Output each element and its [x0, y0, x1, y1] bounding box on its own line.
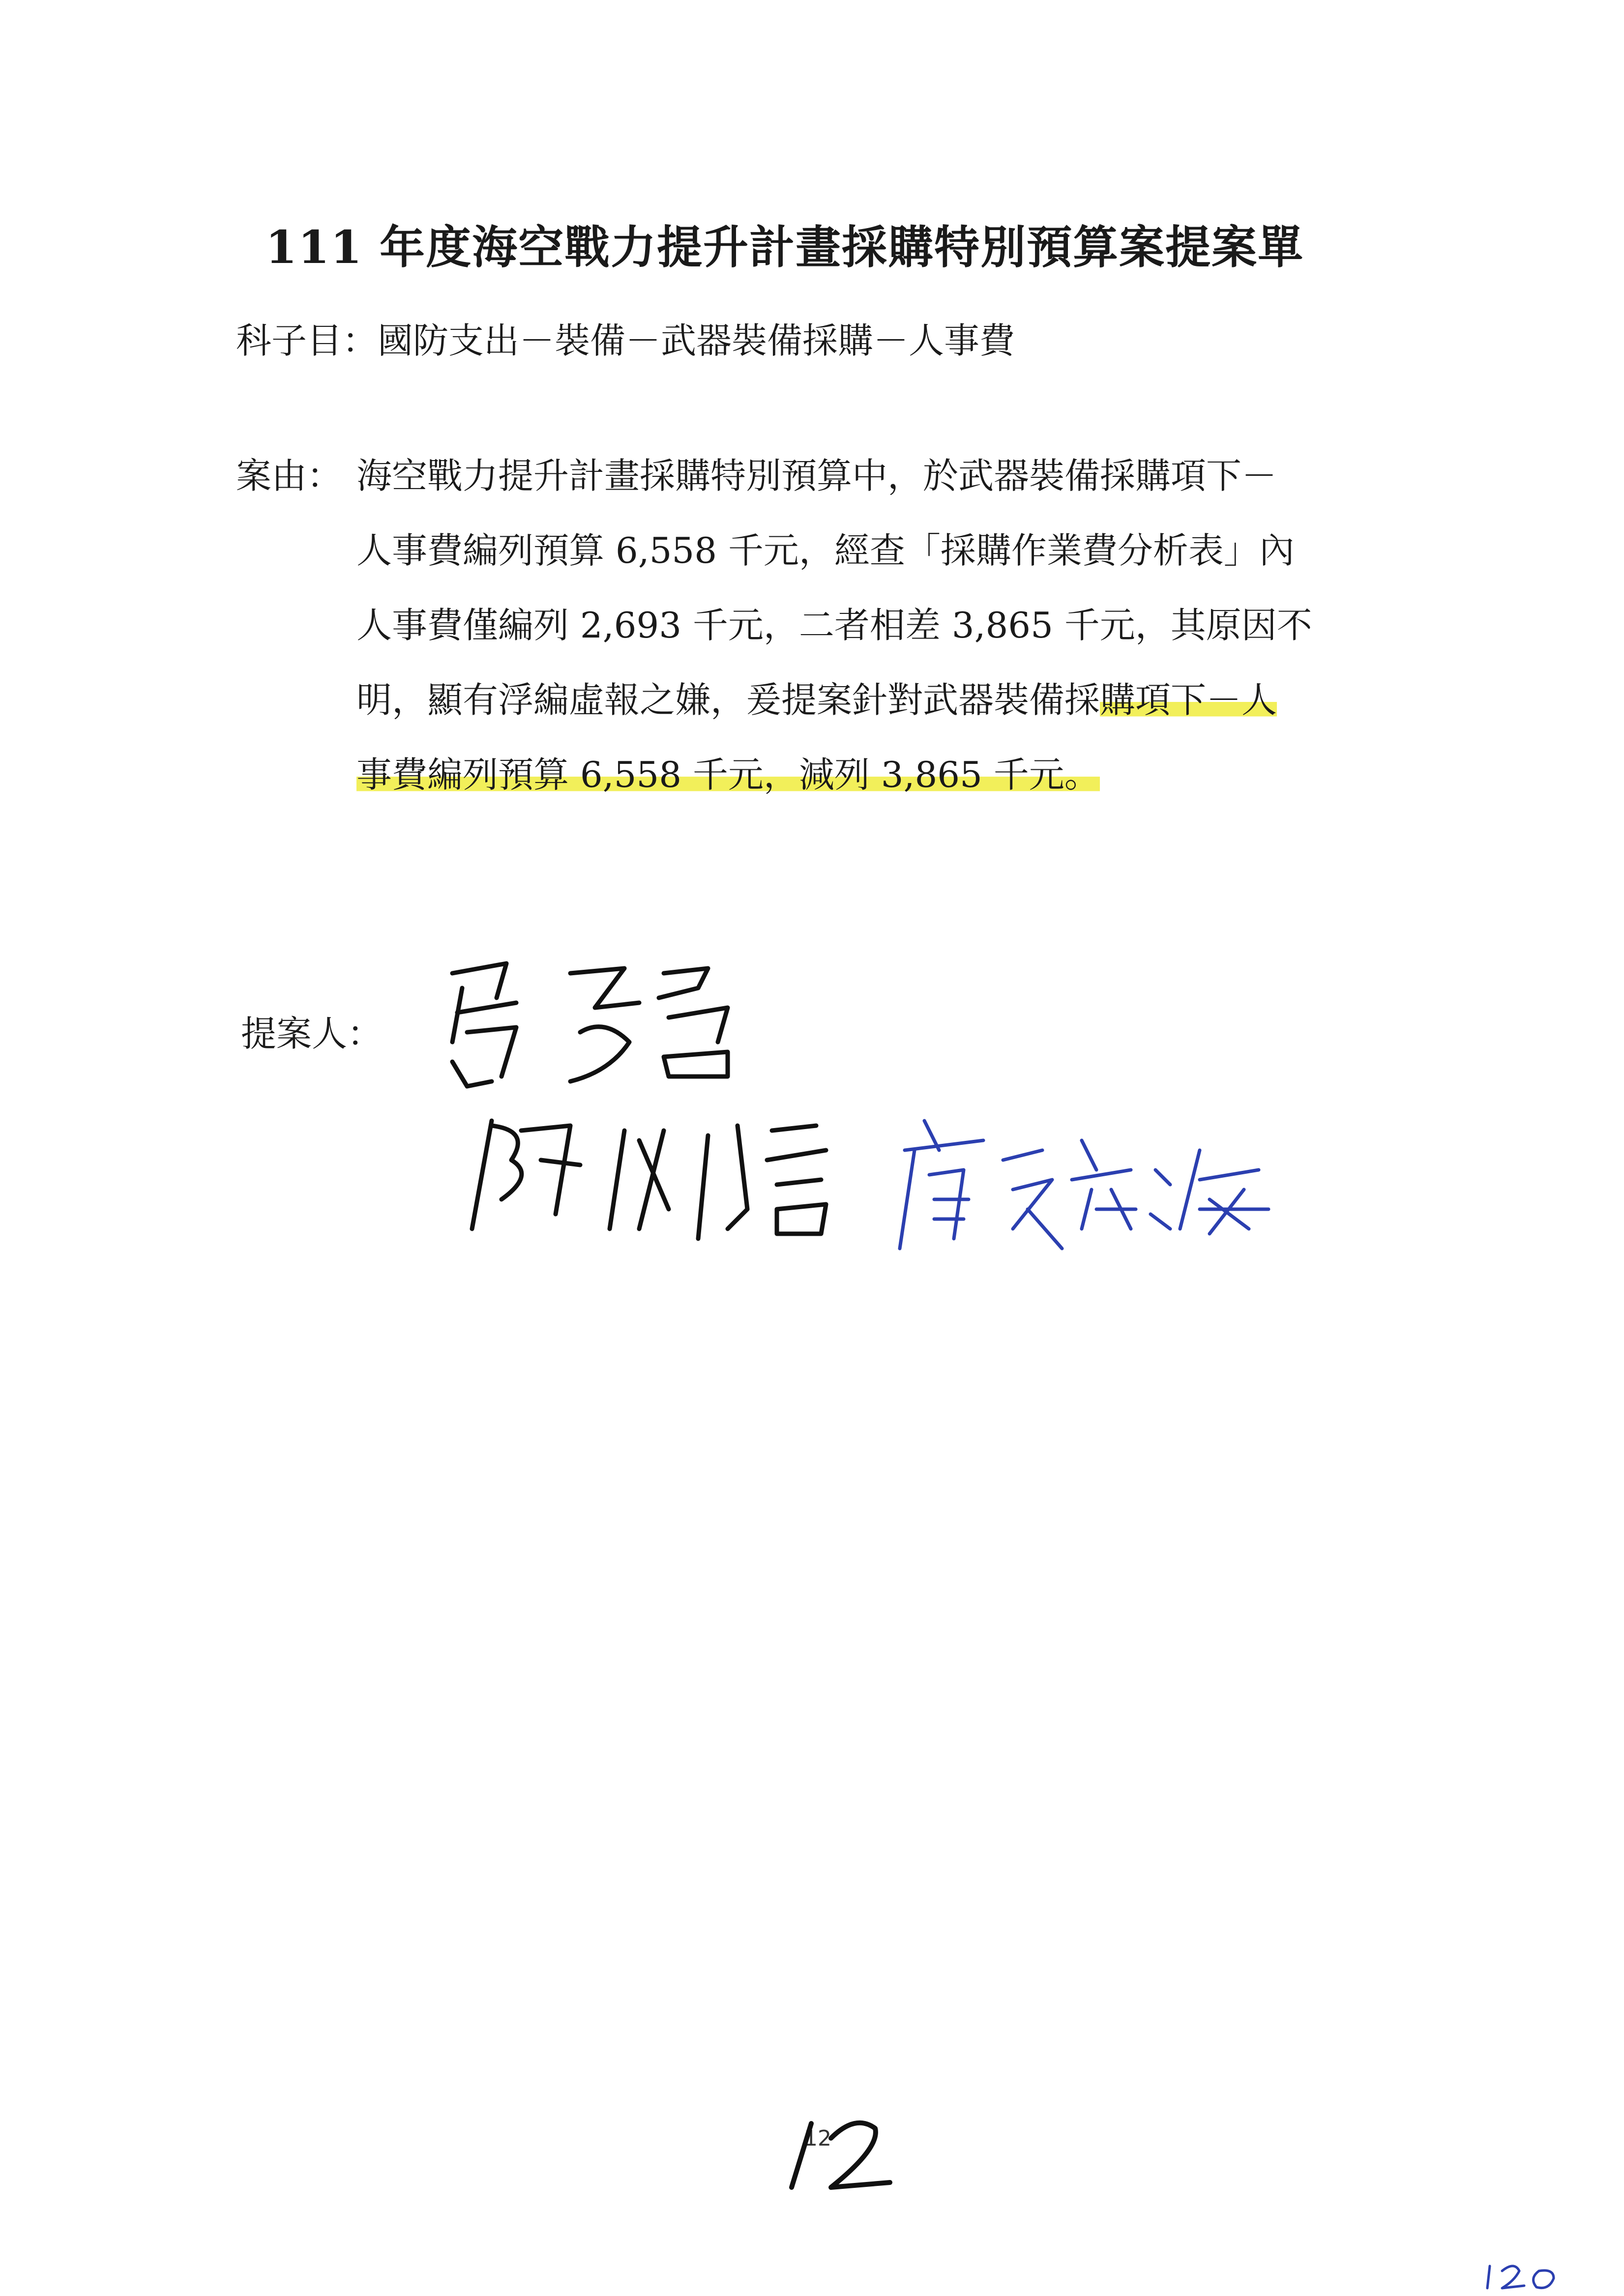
reason-line-3-text: 人事費僅編列 2,693 千元，二者相差 3,865 千元，其原因不 — [356, 605, 1312, 646]
reason-line-1-text: 海空戰力提升計畫採購特別預算中，於武器裝備採購項下－ — [356, 455, 1277, 496]
reason-label: 案由： — [236, 455, 343, 496]
document-title: 111 年度海空戰力提升計畫採購特別預算案提案單 — [266, 221, 1304, 274]
reason-line-4 — [356, 671, 1277, 723]
reason-line-5-highlight: 事費編列預算 6,558 千元，減列 3,865 千元。 — [356, 754, 1100, 795]
reason-line-3 — [356, 597, 1312, 648]
page-number: 12 — [804, 2126, 831, 2151]
signature-3 — [900, 1121, 1269, 1249]
reason-line-2 — [356, 522, 1295, 573]
signatures-block — [433, 954, 1391, 1327]
signature-1 — [452, 963, 728, 1086]
corner-handwritten-note — [1480, 2259, 1564, 2293]
reason-line-5 — [356, 746, 1100, 797]
signature-2 — [472, 1121, 826, 1239]
reason-line-4-text: 明，顯有浮編虛報之嫌，爰提案針對武器裝備採 — [356, 679, 1100, 721]
proposer-label: 提案人： — [241, 1013, 383, 1054]
reason-line-4-highlight: 購項下－人 — [1100, 679, 1277, 721]
reason-line-1 — [356, 447, 1277, 498]
subject-line: 科子目：國防支出－裝備－武器裝備採購－人事費 — [236, 320, 1015, 361]
reason-line-2-text: 人事費編列預算 6,558 千元，經查「採購作業費分析表」內 — [356, 530, 1295, 571]
handwritten-page-number — [777, 2109, 905, 2197]
